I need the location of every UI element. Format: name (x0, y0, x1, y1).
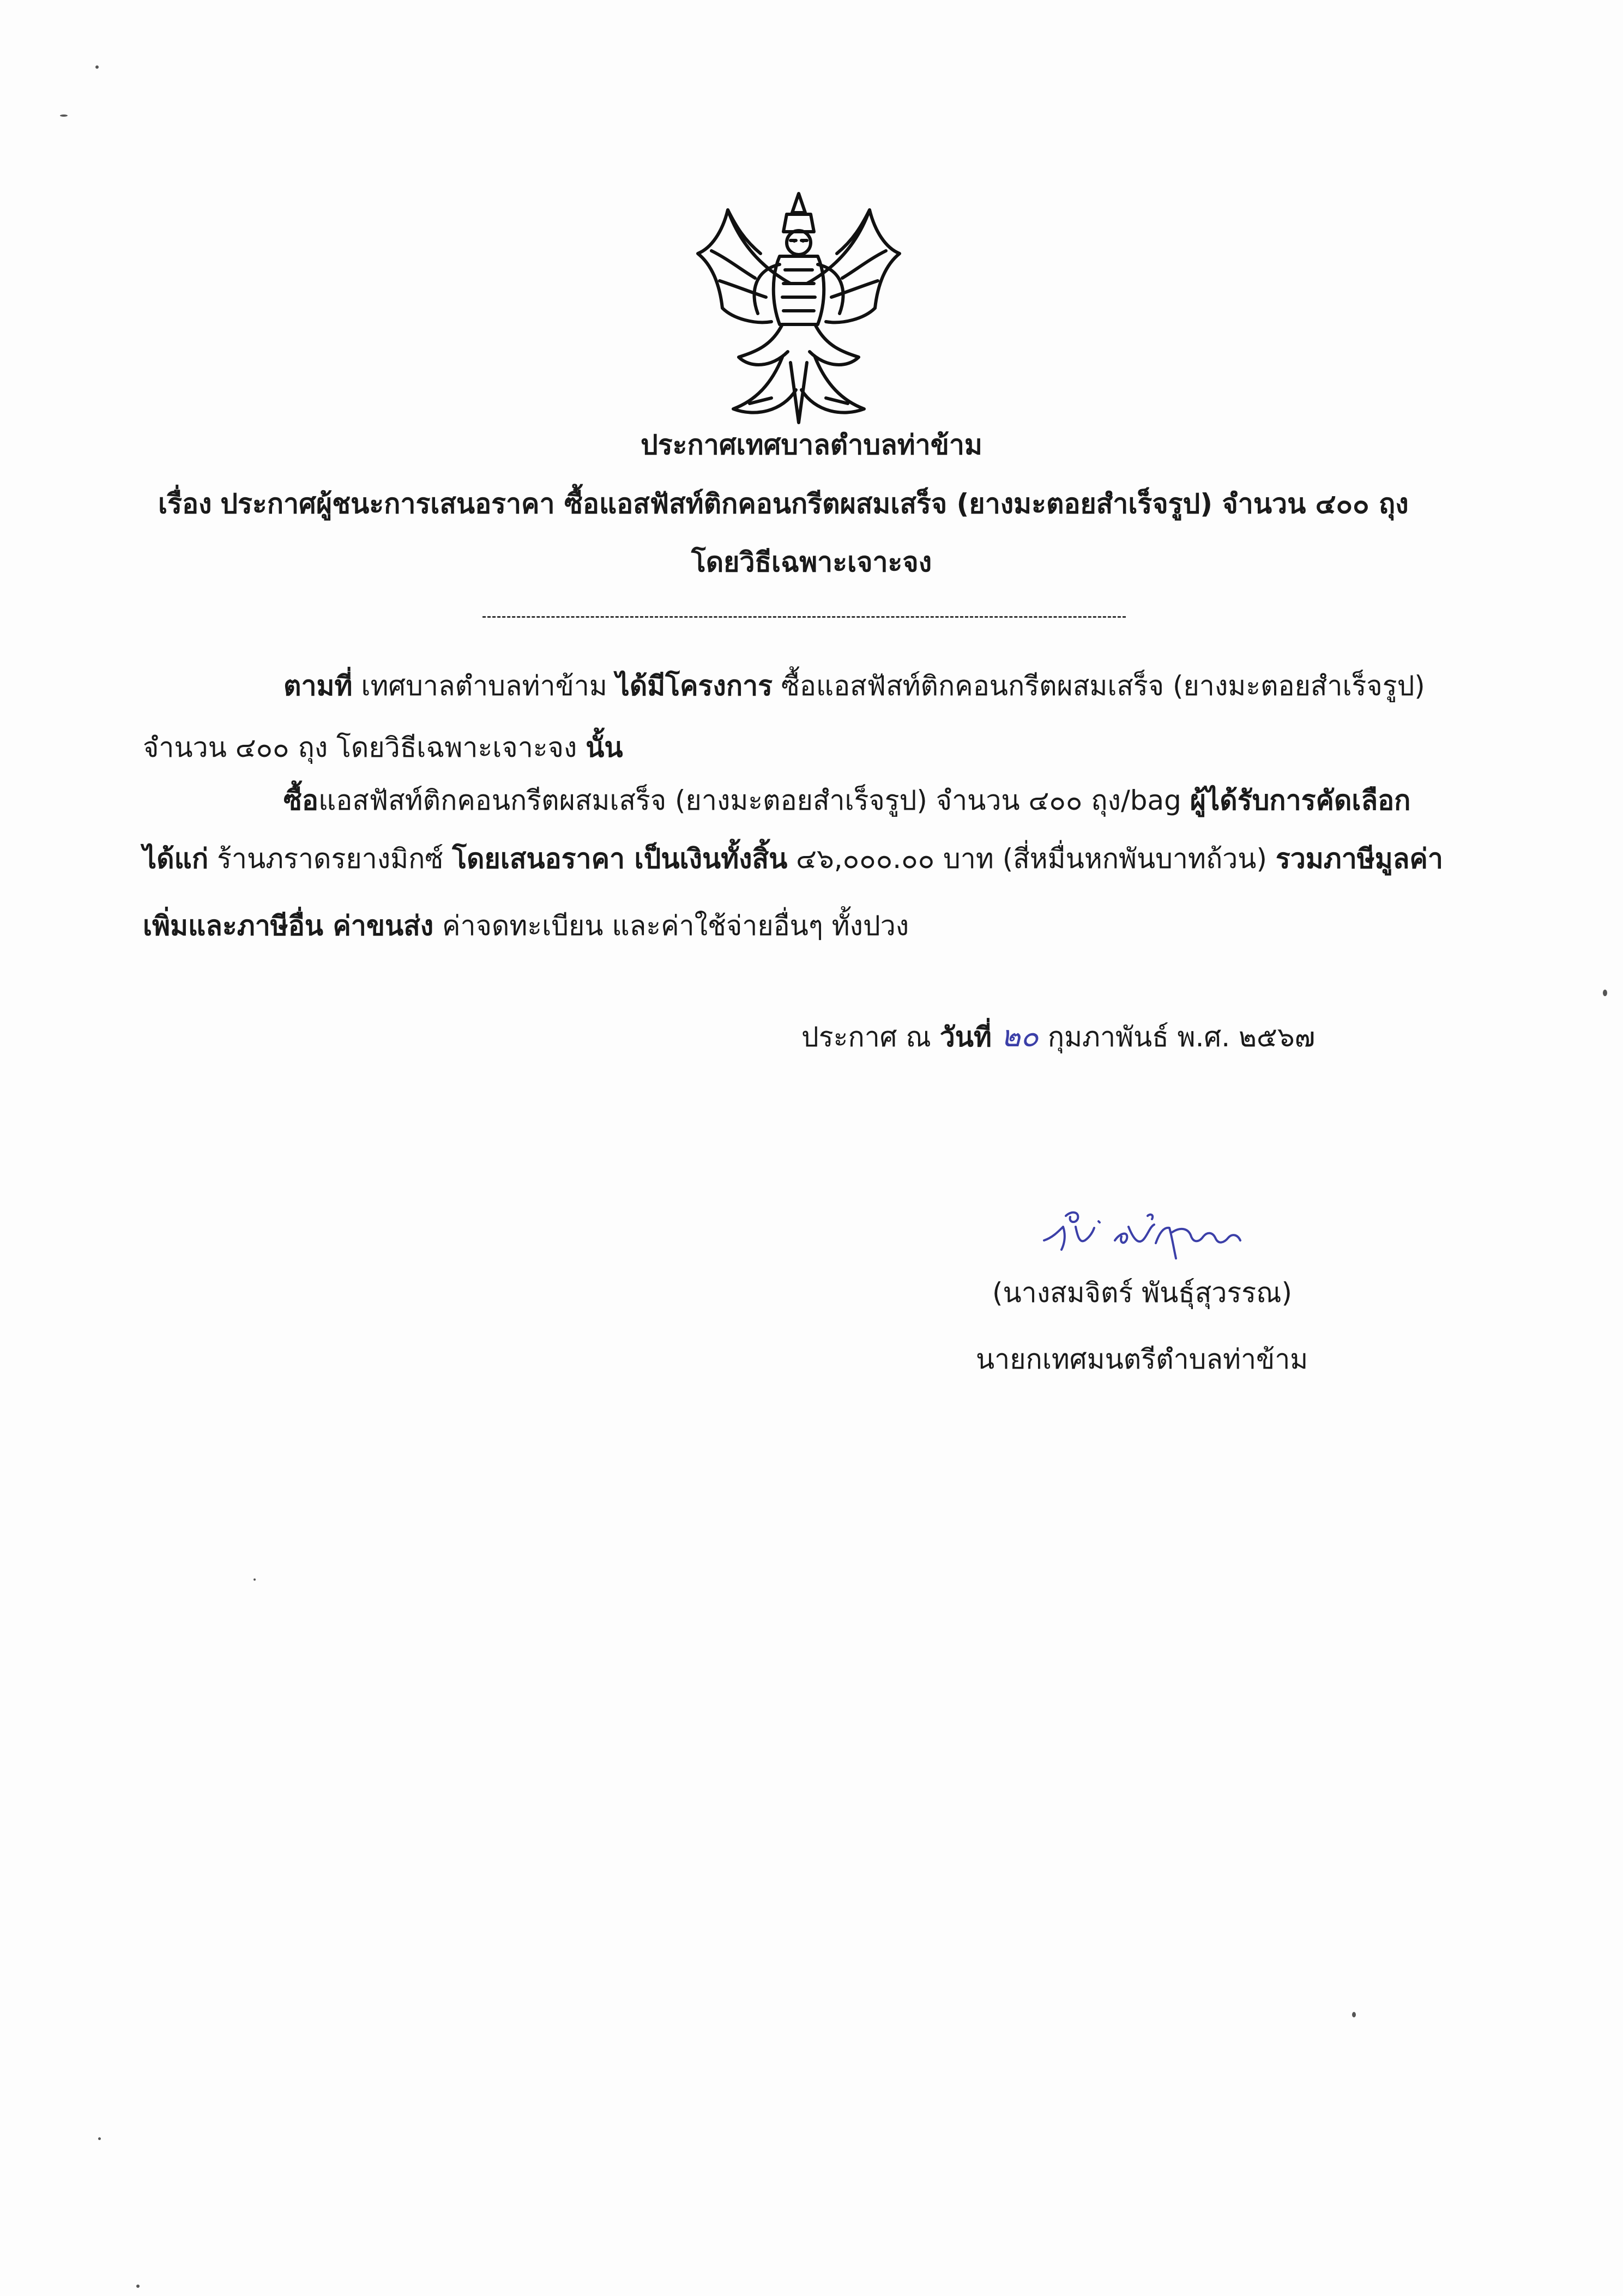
para1-project: ซื้อแอสฟัสท์ติกคอนกรีตผสมเสร็จ (ยางมะตอยสำเร็จรูป) (773, 670, 1425, 702)
para2-winner: ร้านภราดรยางมิกซ์ (208, 843, 452, 875)
handwritten-signature-icon (1033, 1189, 1273, 1265)
subject-text: ประกาศผู้ชนะการเสนอราคา ซื้อแอสฟัสท์ติกคอนกรีตผสมเสร็จ (ยางมะตอยสำเร็จรูป) จำนวน ๔๐๐ ถุง (220, 488, 1409, 520)
paragraph-2-line-1 (283, 781, 1410, 820)
scan-speck (136, 2285, 140, 2288)
scan-speck (95, 65, 99, 69)
document-title: ประกาศเทศบาลตำบลท่าข้าม (641, 429, 982, 461)
para1-quantity: จำนวน ๔๐๐ ถุง โดยวิธีเฉพาะเจาะจง (143, 732, 586, 763)
date-month-year: กุมภาพันธ์ พ.ศ. ๒๕๖๗ (1047, 1021, 1316, 1053)
scan-speck (98, 2137, 101, 2140)
paragraph-1-line-1 (283, 666, 1425, 706)
scan-speck (1352, 2012, 1356, 2017)
para1-org: เทศบาลตำบลท่าข้าม (352, 670, 616, 702)
para1-lead: ตามที่ (283, 670, 353, 702)
separator-line (482, 616, 1126, 618)
signer-name: (นางสมจิตร์ พันธุ์สุวรรณ) (992, 1277, 1293, 1309)
paragraph-1-line-2 (143, 728, 623, 767)
para2-fees-label: เพิ่มและภาษีอื่น ค่าขนส่ง (143, 910, 434, 942)
scan-speck (1603, 990, 1607, 996)
para2-item: แอสฟัสท์ติกคอนกรีตผสมเสร็จ (ยางมะตอยสำเร็จรูป) จำนวน ๔๐๐ ถุง/bag (318, 785, 1190, 816)
para1-project-label: ได้มีโครงการ (616, 670, 773, 702)
document-subject (158, 484, 1409, 523)
signer-position: นายกเทศมนตรีตำบลท่าข้าม (976, 1343, 1308, 1375)
scan-speck (60, 115, 68, 117)
date-day-label: วันที่ (939, 1021, 992, 1053)
para2-price: ๔๖,๐๐๐.๐๐ บาท (สี่หมื่นหกพันบาทถ้วน) (787, 843, 1276, 875)
para2-selected-label: ผู้ได้รับการคัดเลือก (1190, 785, 1411, 816)
announcement-date (801, 1017, 1315, 1057)
para1-end: นั้น (586, 732, 623, 763)
para2-vat-label: รวมภาษีมูลค่า (1275, 843, 1443, 875)
date-day: ๒๐ (991, 1019, 1048, 1053)
paragraph-2-line-2 (143, 839, 1443, 878)
para2-fees: ค่าจดทะเบียน และค่าใช้จ่ายอื่นๆ ทั้งปวง (433, 910, 909, 942)
procurement-method: โดยวิธีเฉพาะเจาะจง (691, 546, 932, 578)
date-prefix: ประกาศ ณ (801, 1021, 940, 1053)
para2-price-label: โดยเสนอราคา เป็นเงินทั้งสิ้น (452, 843, 788, 875)
garuda-emblem-icon (690, 188, 908, 428)
para2-lead: ซื้อ (283, 785, 318, 816)
para2-winner-label: ได้แก่ (143, 843, 209, 875)
subject-label: เรื่อง (158, 488, 212, 520)
scan-speck (254, 1578, 256, 1581)
paragraph-2-line-3 (143, 906, 909, 945)
